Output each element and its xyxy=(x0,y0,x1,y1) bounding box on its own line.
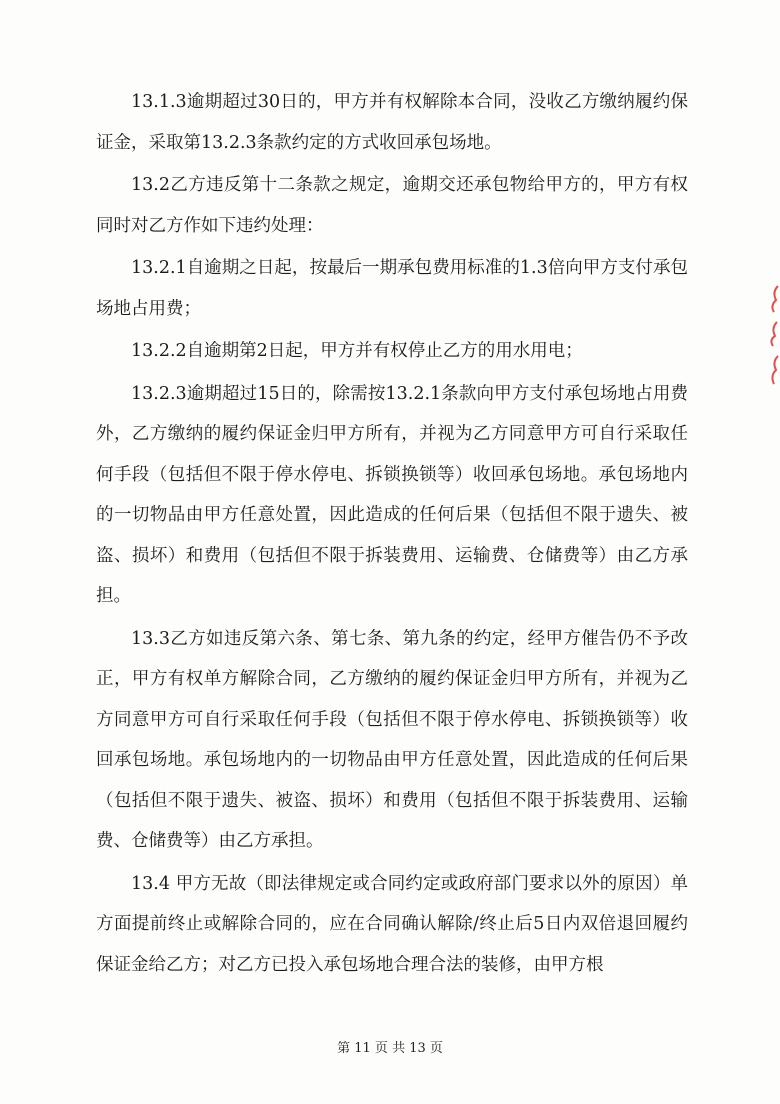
clause-13-2-1: 13.2.1自逾期之日起，按最后一期承包费用标准的1.3倍向甲方支付承包场地占用费； xyxy=(96,258,688,319)
clause-13-2-2: 13.2.2自逾期第2日起，甲方并有权停止乙方的用水用电； xyxy=(131,341,583,361)
seal-stamp-edge xyxy=(764,282,780,392)
clause-13-2-3: 13.2.3逾期超过15日的，除需按13.2.1条款向甲方支付承包场地占用费外，乙方缴纳的履约保证金归甲方所有，并视为乙方同意甲方可自行采取任何手段（包括但不限于停水停电、拆锁换锁等）收回承包场地。承包场地内的一切物品由甲方任意处置，因此造成的任何后果（包括但不限于遗失、被盗、损坏）和费用（包括但不限于拆装费用、运输费、仓储费等）由乙方承担。 xyxy=(96,383,688,606)
clause-13-2: 13.2乙方违反第十二条款之规定，逾期交还承包物给甲方的，甲方有权同时对乙方作如下违约处理： xyxy=(96,175,688,236)
document-body xyxy=(96,82,688,987)
clause-13-1-3: 13.1.3逾期超过30日的，甲方并有权解除本合同，没收乙方缴纳履约保证金，采取第13.2.3条款约定的方式收回承包场地。 xyxy=(96,92,688,153)
clause-13-4: 13.4 甲方无故（即法律规定或合同约定或政府部门要求以外的原因）单方面提前终止或解除合同的，应在合同确认解除/终止后5日内双倍退回履约保证金给乙方；对乙方已投入承包场地合理合法的装修，由甲方根 xyxy=(96,873,688,975)
clause-13-3: 13.3乙方如违反第六条、第七条、第九条的约定，经甲方催告仍不予改正，甲方有权单方解除合同，乙方缴纳的履约保证金归甲方所有，并视为乙方同意甲方可自行采取任何手段（包括但不限于停水停电、拆锁换锁等）收回承包场地。承包场地内的一切物品由甲方任意处置，因此造成的任何后果（包括但不限于遗失、被盗、损坏）和费用（包括但不限于拆装费用、运输费、仓储费等）由乙方承担。 xyxy=(96,628,688,851)
page-number-footer: 第 11 页 共 13 页 xyxy=(337,1041,443,1056)
